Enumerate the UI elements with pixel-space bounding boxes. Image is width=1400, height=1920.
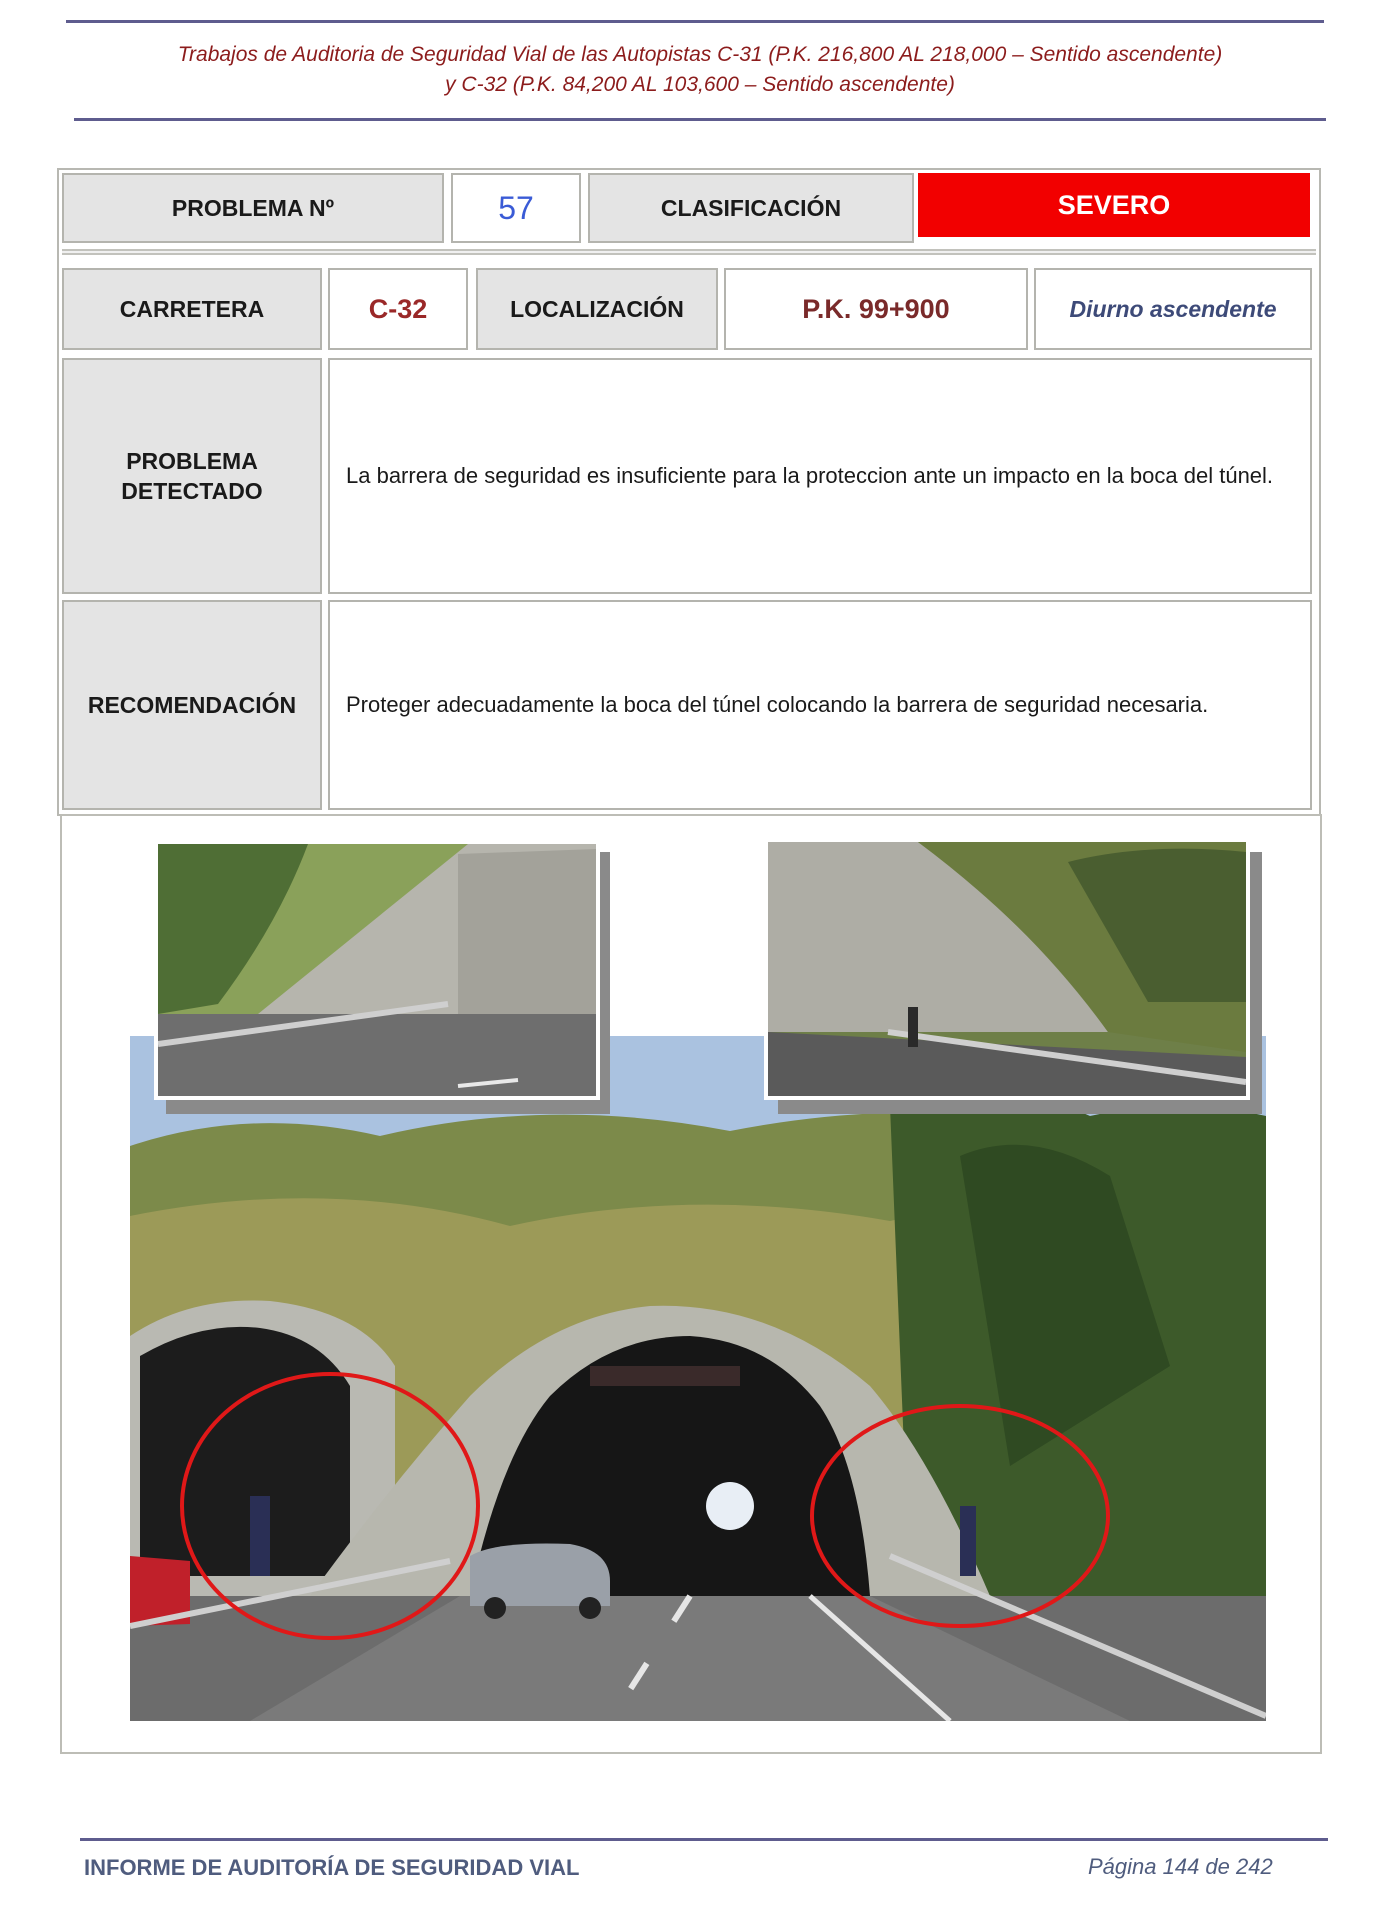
problem-number: 57 [451,173,581,243]
problem-number-label: PROBLEMA Nº [62,173,444,243]
location-label: LOCALIZACIÓN [476,268,718,350]
footer-rule [80,1838,1328,1841]
location-value: P.K. 99+900 [724,268,1028,350]
footer-report-title: INFORME DE AUDITORÍA DE SEGURIDAD VIAL [84,1855,580,1880]
header-bottom-rule [74,118,1326,121]
classification-severity-badge: SEVERO [918,173,1310,237]
problem-detected-label [62,358,322,594]
tunnel-entrance-right-photo [764,838,1250,1100]
classification-label: CLASIFICACIÓN [588,173,914,243]
direction-value: Diurno ascendente [1034,268,1312,350]
header-line-1: Trabajos de Auditoria de Seguridad Vial de las Autopistas C-31 (P.K. 216,800 AL 218,000 – Sentido ascendente) [177,43,1223,66]
problem-detected-label-text: PROBLEMA DETECTADO [121,448,263,504]
recommendation-text: Proteger adecuadamente la boca del túnel colocando la barrera de seguridad necesaria. [328,600,1312,810]
tunnel-entrance-left-photo [154,840,600,1100]
photo-panel [60,814,1322,1754]
header-line-2: y C-32 (P.K. 84,200 AL 103,600 – Sentido ascendente) [445,73,955,96]
document-header [70,40,1330,100]
road-value: C-32 [328,268,468,350]
problem-detected-text: La barrera de seguridad es insuficiente para la proteccion ante un impacto en la boca del túnel. [328,358,1312,594]
row-separator [62,249,1316,255]
road-label: CARRETERA [62,268,322,350]
header-top-rule [66,20,1324,23]
tunnel-main-photo [130,1036,1266,1721]
footer-page-number: Página 144 de 242 [1088,1854,1273,1879]
recommendation-label: RECOMENDACIÓN [62,600,322,810]
